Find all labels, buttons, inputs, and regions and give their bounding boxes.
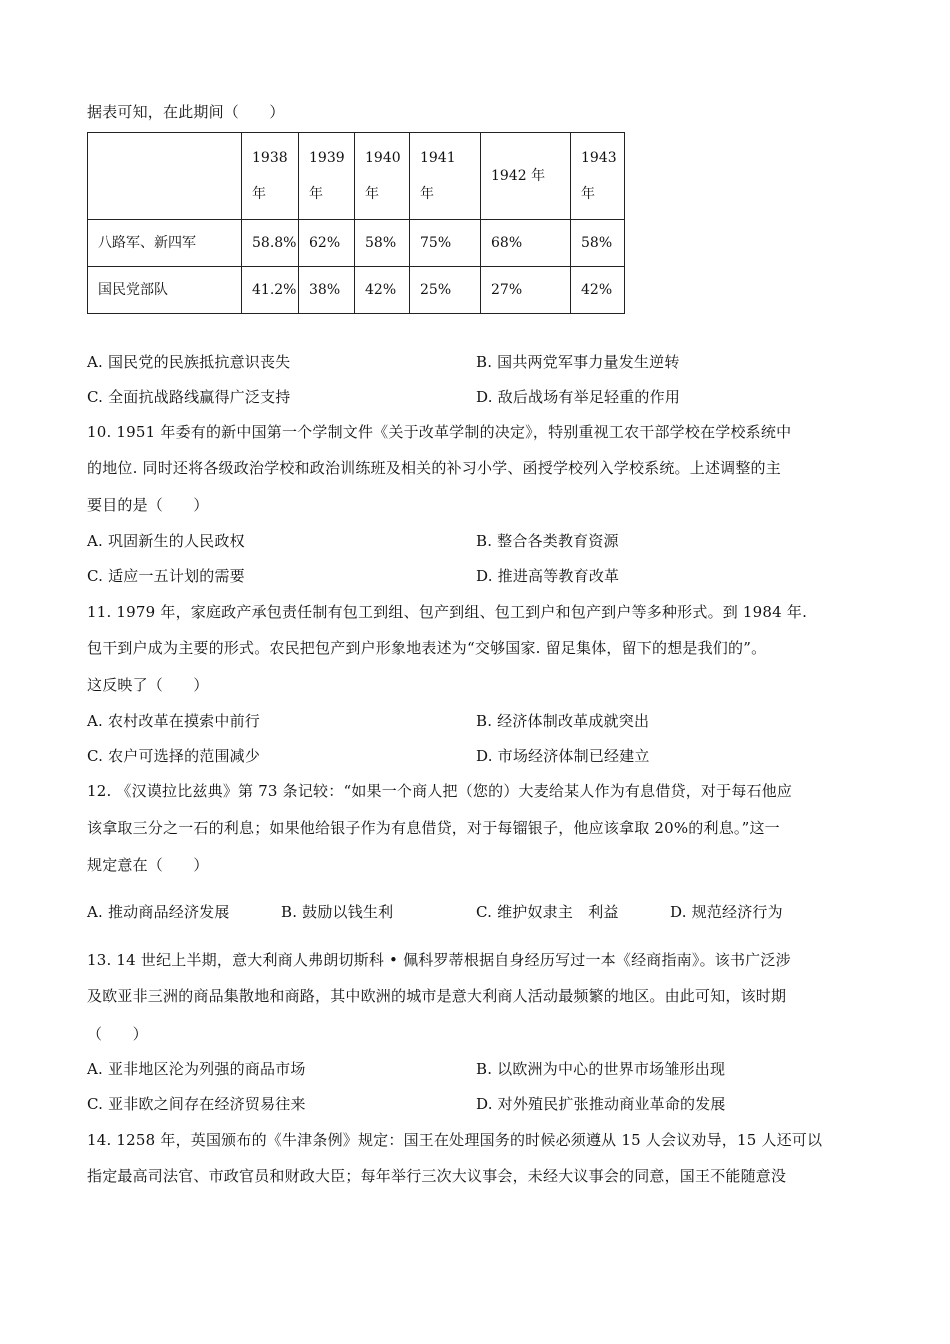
q11-option-b: B. 经济体制改革成就突出 [476, 712, 650, 730]
year-header: 1939 年 [299, 133, 355, 220]
q10-stem-line: 要目的是（ ） [87, 496, 209, 514]
q9-option-a: A. 国民党的民族抵抗意识丧失 [87, 353, 291, 371]
q12-stem-line: 该拿取三分之一石的利息；如果他给银子作为有息借贷，对于每镏银子，他应该拿取 20%的利息。”这一 [87, 819, 780, 837]
q12-stem-line: 12. 《汉谟拉比兹典》第 73 条记较：“如果一个商人把（您的）大麦给某人作为有息借贷，对于每石他应 [87, 782, 793, 800]
q12-stem-line: 规定意在（ ） [87, 856, 209, 874]
table-cell: 38% [299, 267, 355, 314]
q13-option-c: C. 亚非欧之间存在经济贸易往来 [87, 1095, 306, 1113]
q12-option-b: B. 鼓励以钱生利 [281, 903, 394, 921]
year-header: 1940 年 [355, 133, 410, 220]
table-cell: 68% [481, 220, 571, 267]
q13-option-a: A. 亚非地区沦为列强的商品市场 [87, 1060, 306, 1078]
table-cell: 42% [571, 267, 625, 314]
q11-option-a: A. 农村改革在摸索中前行 [87, 712, 260, 730]
q13-stem-line: 及欧亚非三洲的商品集散地和商路，其中欧洲的城市是意大利商人活动最频繁的地区。由此可知，该时期 [87, 987, 787, 1005]
table-cell: 42% [355, 267, 410, 314]
table-cell: 58% [571, 220, 625, 267]
q13-stem-line: （ ） [87, 1025, 148, 1043]
troop-ratio-table [87, 132, 625, 314]
table-cell: 62% [299, 220, 355, 267]
q12-option-d: D. 规范经济行为 [670, 903, 783, 921]
q9-option-b: B. 国共两党军事力量发生逆转 [476, 353, 680, 371]
table-cell: 25% [410, 267, 481, 314]
table-corner-cell [88, 133, 242, 220]
row-label: 国民党部队 [88, 267, 242, 314]
row-label: 八路军、新四军 [88, 220, 242, 267]
q10-stem-line: 10. 1951 年委有的新中国第一个学制文件《关于改革学制的决定》，特别重视工农干部学校在学校系统中 [87, 423, 792, 441]
table-intro: 据表可知，在此期间（ ） [87, 103, 285, 121]
q12-option-a: A. 推动商品经济发展 [87, 903, 230, 921]
year-header: 1938 年 [242, 133, 299, 220]
table-header-row [88, 133, 625, 220]
table-cell: 41.2% [242, 267, 299, 314]
table-cell: 58.8% [242, 220, 299, 267]
q11-option-d: D. 市场经济体制已经建立 [476, 747, 650, 765]
q14-stem-line: 14. 1258 年，英国颁布的《牛津条例》规定：国王在处理国务的时候必须遵从 15 人会议劝导，15 人还可以 [87, 1131, 823, 1149]
q10-option-c: C. 适应一五计划的需要 [87, 567, 245, 585]
q11-stem-line: 11. 1979 年，家庭政产承包责任制有包工到组、包产到组、包工到户和包产到户等多种形式。到 1984 年. [87, 603, 808, 621]
q10-option-a: A. 巩固新生的人民政权 [87, 532, 245, 550]
q13-stem-line: 13. 14 世纪上半期，意大利商人弗朗切斯科 • 佩科罗蒂根据自身经历写过一本《经商指南》。该书广泛涉 [87, 951, 791, 969]
q10-stem-line: 的地位. 同时还将各级政治学校和政治训练班及相关的补习小学、函授学校列入学校系统。上述调整的主 [87, 459, 781, 477]
q14-stem-line: 指定最高司法官、市政官员和财政大臣；每年举行三次大议事会，未经大议事会的同意，国王不能随意没 [87, 1167, 787, 1185]
table-cell: 27% [481, 267, 571, 314]
q10-option-b: B. 整合各类教育资源 [476, 532, 619, 550]
q10-option-d: D. 推进高等教育改革 [476, 567, 620, 585]
q11-stem-line: 包干到户成为主要的形式。农民把包产到户形象地表述为“交够国家. 留足集体，留下的想是我们的”。 [87, 639, 767, 657]
q11-option-c: C. 农户可选择的范围减少 [87, 747, 261, 765]
year-header: 1941 年 [410, 133, 481, 220]
table-row [88, 267, 625, 314]
q11-stem-line: 这反映了（ ） [87, 676, 209, 694]
q13-option-d: D. 对外殖民扩张推动商业革命的发展 [476, 1095, 726, 1113]
q9-option-c: C. 全面抗战路线赢得广泛支持 [87, 388, 291, 406]
table-cell: 75% [410, 220, 481, 267]
year-header: 1942 年 [481, 133, 571, 220]
year-header: 1943 年 [571, 133, 625, 220]
q13-option-b: B. 以欧洲为中心的世界市场雏形出现 [476, 1060, 726, 1078]
q12-option-c: C. 维护奴隶主 利益 [476, 903, 619, 921]
table-cell: 58% [355, 220, 410, 267]
table-row [88, 220, 625, 267]
q9-option-d: D. 敌后战场有举足轻重的作用 [476, 388, 681, 406]
